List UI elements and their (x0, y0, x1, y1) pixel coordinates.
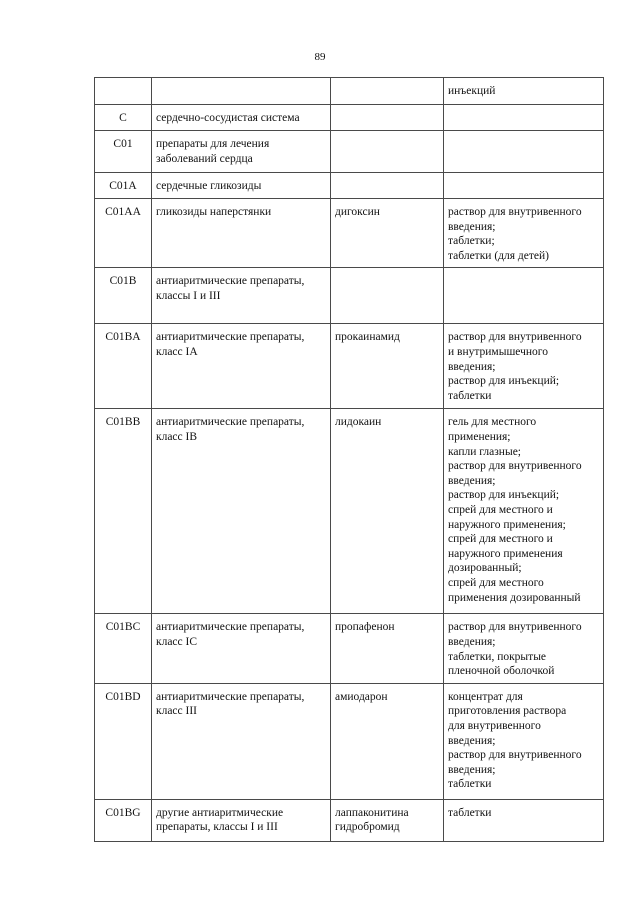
drug-name-cell (331, 268, 444, 324)
group-name-cell: другие антиаритмические препараты, классы I и III (152, 799, 331, 841)
group-name-cell: препараты для лечения заболеваний сердца (152, 131, 331, 173)
drug-name-cell (331, 173, 444, 199)
table-row (95, 105, 604, 131)
dosage-forms-cell: раствор для внутривенного введения; таблетки, покрытые пленочной оболочкой (444, 614, 604, 683)
dosage-forms-cell (444, 131, 604, 173)
drug-name-cell: лаппаконитина гидробромид (331, 799, 444, 841)
page-number: 89 (314, 51, 326, 63)
drug-name-cell: дигоксин (331, 199, 444, 268)
atc-code-cell: C01A (95, 173, 152, 199)
dosage-forms-cell (444, 173, 604, 199)
table-row (95, 324, 604, 409)
table-row (95, 78, 604, 105)
group-name-cell: антиаритмические препараты, класс IB (152, 409, 331, 614)
group-name-cell: антиаритмические препараты, классы I и III (152, 268, 331, 324)
atc-code-cell: C01BG (95, 799, 152, 841)
group-name-cell: антиаритмические препараты, класс IA (152, 324, 331, 409)
table-row (95, 799, 604, 841)
drug-name-cell (331, 78, 444, 105)
table-row (95, 268, 604, 324)
dosage-forms-cell: таблетки (444, 799, 604, 841)
atc-code-cell: C01 (95, 131, 152, 173)
dosage-forms-cell: гель для местного применения; капли глазные; раствор для внутривенного введения; раствор для инъекций; спрей для местного и наружного применения; спрей для местного и наружного применения дозированный; спрей для местного применения дозированный (444, 409, 604, 614)
drug-name-cell: амиодарон (331, 683, 444, 799)
drug-name-cell: пропафенон (331, 614, 444, 683)
table-row (95, 683, 604, 799)
drug-name-cell (331, 105, 444, 131)
dosage-forms-cell: раствор для внутривенного введения; таблетки; таблетки (для детей) (444, 199, 604, 268)
group-name-cell: гликозиды наперстянки (152, 199, 331, 268)
dosage-forms-cell (444, 268, 604, 324)
drug-name-cell (331, 131, 444, 173)
atc-code-cell: C01BC (95, 614, 152, 683)
dosage-forms-cell: раствор для внутривенного и внутримышечного введения; раствор для инъекций; таблетки (444, 324, 604, 409)
atc-code-cell: C01B (95, 268, 152, 324)
table-row (95, 614, 604, 683)
atc-code-cell: C (95, 105, 152, 131)
group-name-cell: антиаритмические препараты, класс IC (152, 614, 331, 683)
table-row (95, 199, 604, 268)
group-name-cell (152, 78, 331, 105)
dosage-forms-cell: инъекций (444, 78, 604, 105)
drug-classification-table (94, 77, 604, 842)
group-name-cell: сердечно-сосудистая система (152, 105, 331, 131)
table-row (95, 409, 604, 614)
atc-code-cell: C01BB (95, 409, 152, 614)
atc-code-cell: C01BA (95, 324, 152, 409)
drug-name-cell: прокаинамид (331, 324, 444, 409)
table-row (95, 131, 604, 173)
atc-code-cell: C01AA (95, 199, 152, 268)
drug-name-cell: лидокаин (331, 409, 444, 614)
dosage-forms-cell: концентрат для приготовления раствора для внутривенного введения; раствор для внутривенного введения; таблетки (444, 683, 604, 799)
group-name-cell: сердечные гликозиды (152, 173, 331, 199)
dosage-forms-cell (444, 105, 604, 131)
table-row (95, 173, 604, 199)
atc-code-cell: C01BD (95, 683, 152, 799)
atc-code-cell (95, 78, 152, 105)
group-name-cell: антиаритмические препараты, класс III (152, 683, 331, 799)
